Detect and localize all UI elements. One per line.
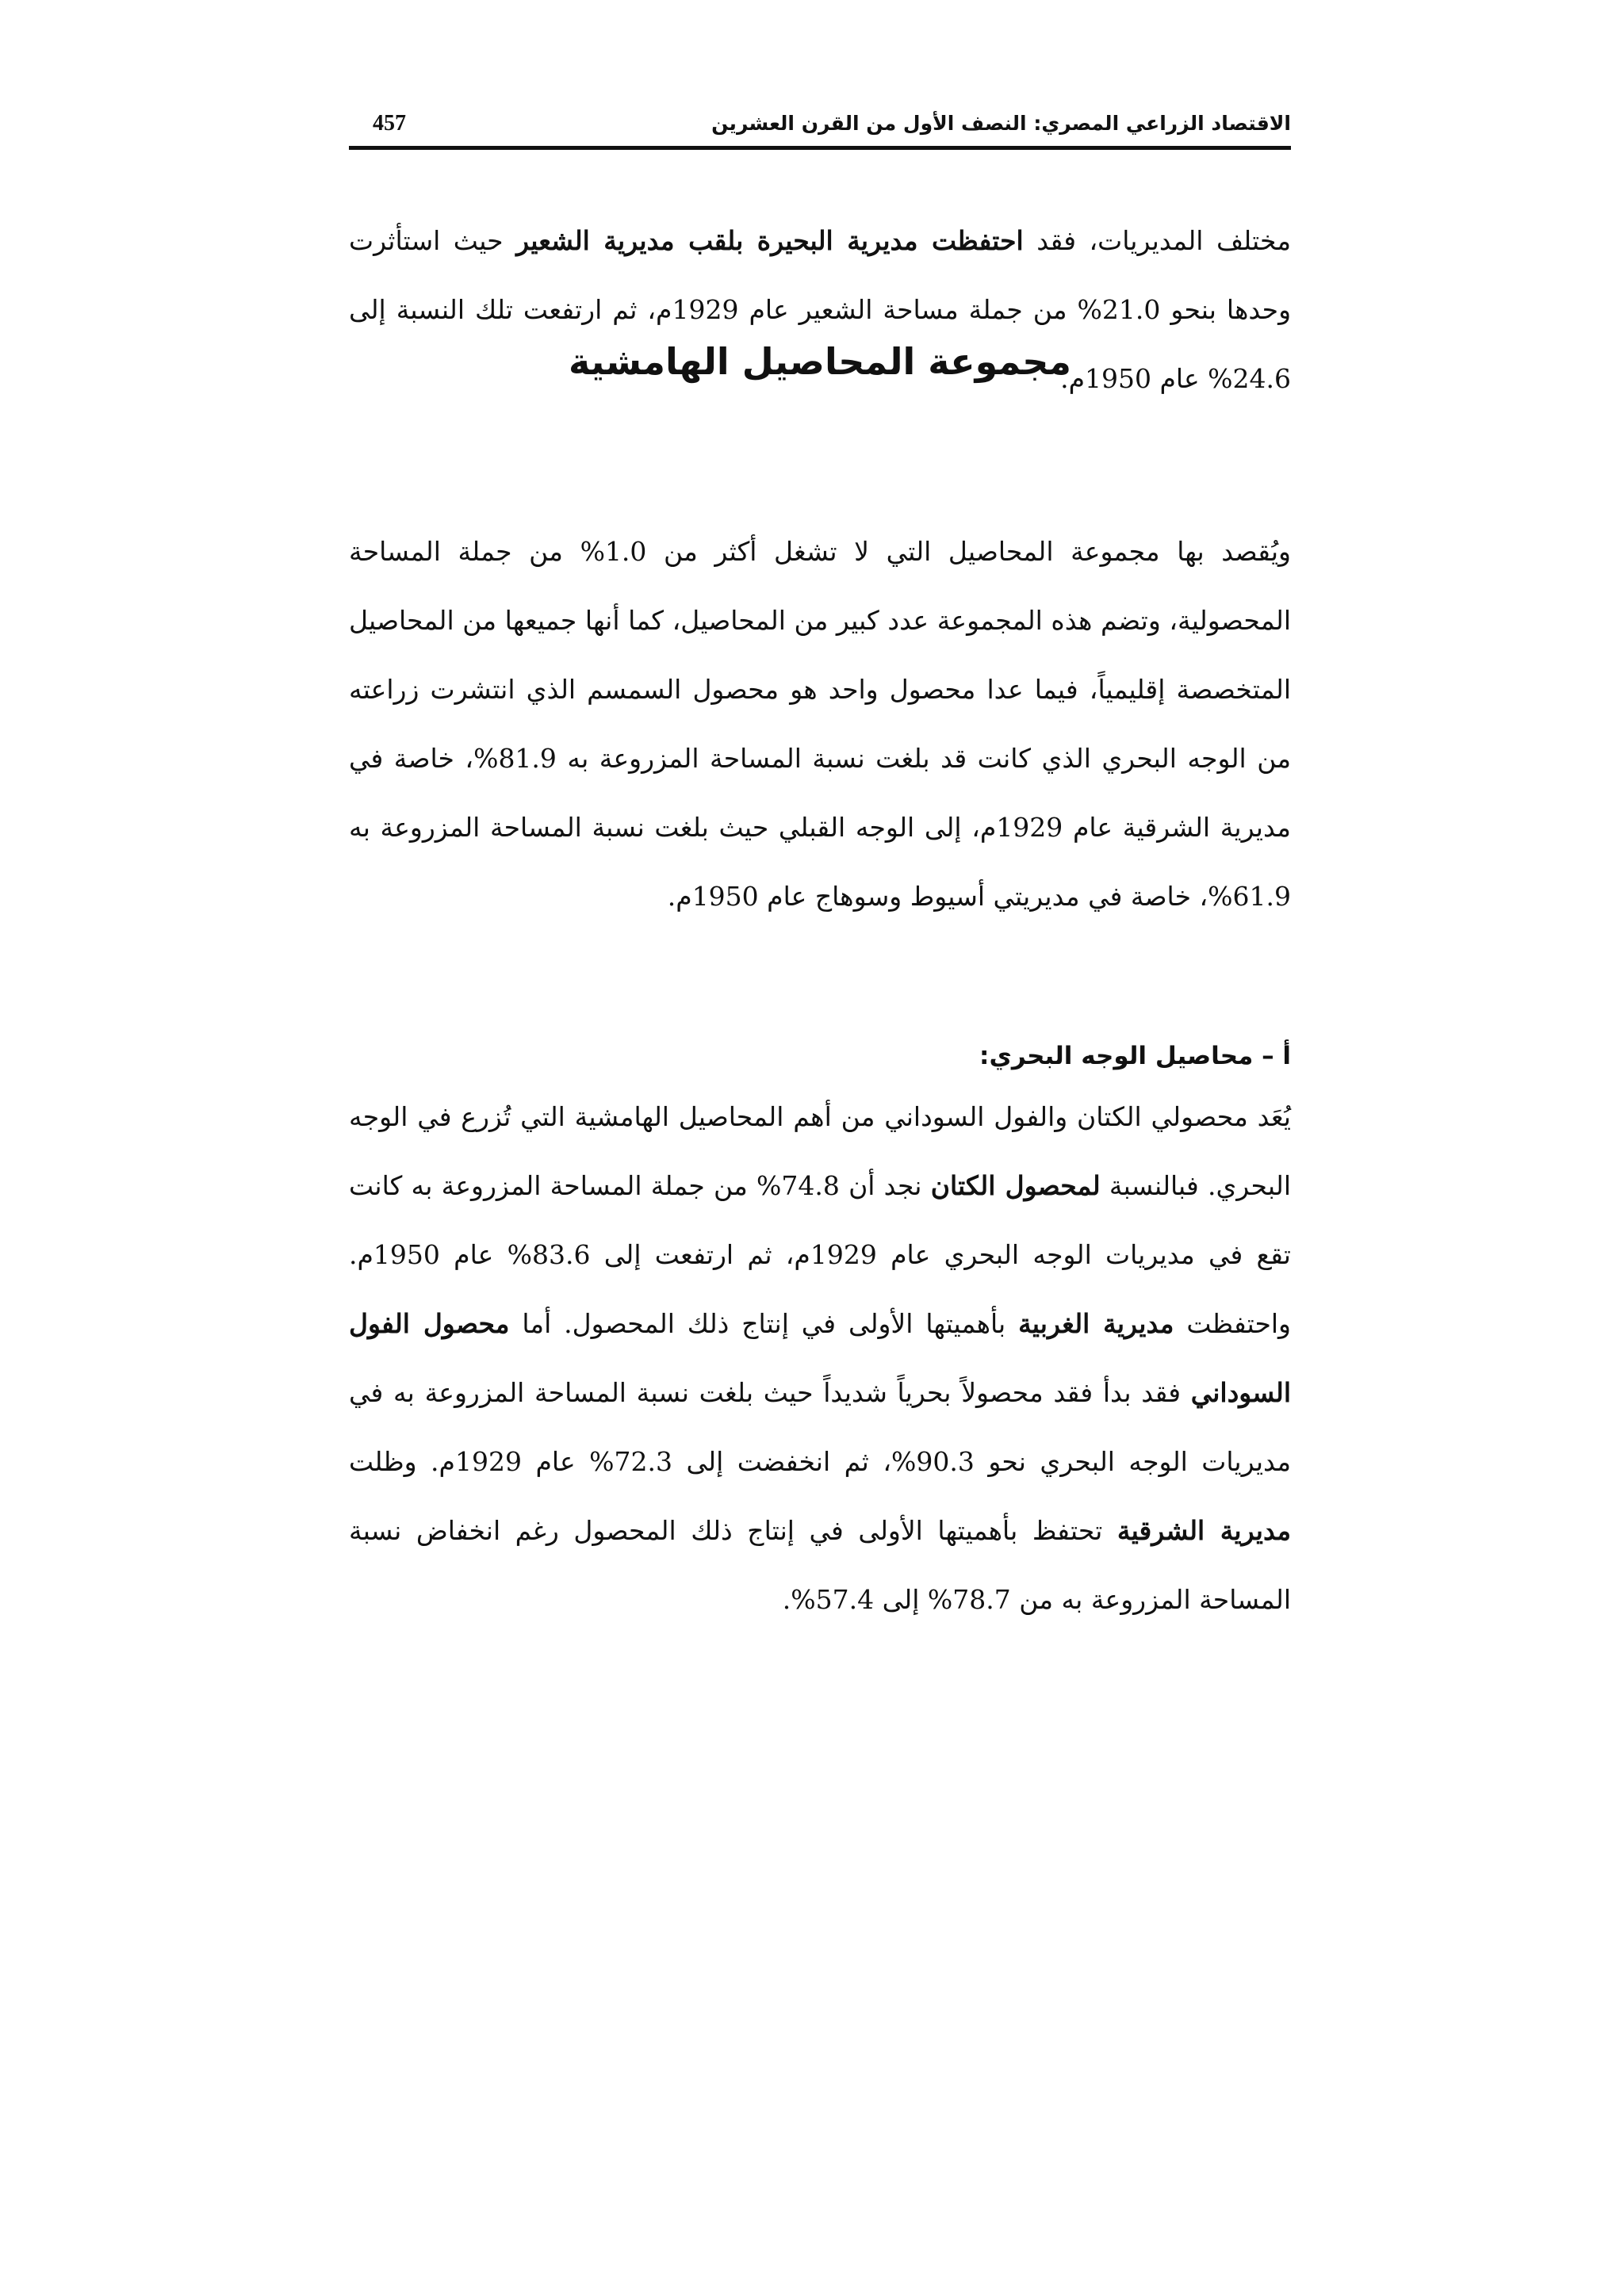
paragraph-text: نجد أن 74.8% من جملة المساحة المزروعة به كانت تقع في مديريات الوجه البحري عام 1929م، ثم ارتفعت إلى 83.6% عام 1950م. واحتفظت <box>349 1170 1291 1339</box>
bold-phrase: احتفظت مديرية البحيرة بلقب مديرية الشعير <box>516 225 1024 256</box>
paragraph-text: فقد بدأ فقد محصولاً بحرياً شديداً حيث بلغت نسبة المساحة المزروعة به في مديريات الوجه البحري نحو 90.3%، ثم انخفضت إلى 72.3% عام 1929م. وظلت <box>349 1377 1292 1477</box>
paragraph-lower-egypt-crops <box>349 1082 1291 1634</box>
paragraph-marginal-crops: ويُقصد بها مجموعة المحاصيل التي لا تشغل أكثر من 1.0% من جملة المساحة المحصولية، وتضم هذه المجموعة عدد كبير من المحاصيل، كما أنها جميعها من المحاصيل المتخصصة إقليمياً، فيما عدا محصول واحد هو محصول السمسم الذي انتشرت زراعته من الوجه البحري الذي كانت قد بلغت نسبة المساحة المزروعة به 81.9%، خاصة في مديرية الشرقية عام 1929م، إلى الوجه القبلي حيث بلغت نسبة المساحة المزروعة به 61.9%، خاصة في مديريتي أسيوط وسوهاج عام 1950م. <box>349 536 1291 912</box>
paragraph-text: تحتفظ بأهميتها الأولى في إنتاج ذلك المحصول رغم انخفاض نسبة المساحة المزروعة به من 78.7% إلى 57.4%. <box>349 1515 1291 1615</box>
section-title: مجموعة المحاصيل الهامشية <box>569 340 1071 383</box>
paragraph-text: يُعَد محصولي الكتان والفول السوداني من أهم المحاصيل الهامشية التي تُزرع في الوجه البحري. فبالنسبة <box>349 1101 1291 1201</box>
subsection-title: أ – محاصيل الوجه البحري: <box>979 1042 1291 1070</box>
bold-phrase: لمحصول الكتان <box>930 1170 1101 1201</box>
paragraph-text: مختلف المديريات، فقد <box>1023 225 1291 256</box>
page-header <box>349 108 1291 147</box>
running-title: الاقتصاد الزراعي المصري: النصف الأول من القرن العشرين <box>711 112 1291 135</box>
paragraph-text: حيث استأثرت وحدها بنحو 21.0% من جملة مساحة الشعير عام 1929م، ثم ارتفعت تلك النسبة إلى 24.6% عام 1950م. <box>349 225 1292 394</box>
page-number: 457 <box>373 111 406 136</box>
header-divider <box>349 146 1291 150</box>
bold-phrase: محصول الفول السوداني <box>349 1308 1291 1408</box>
bold-phrase: مديرية الشرقية <box>1116 1515 1291 1546</box>
paragraph-text: بأهميتها الأولى في إنتاج ذلك المحصول. أما <box>509 1308 1019 1339</box>
bold-phrase: مديرية الغربية <box>1018 1308 1174 1339</box>
